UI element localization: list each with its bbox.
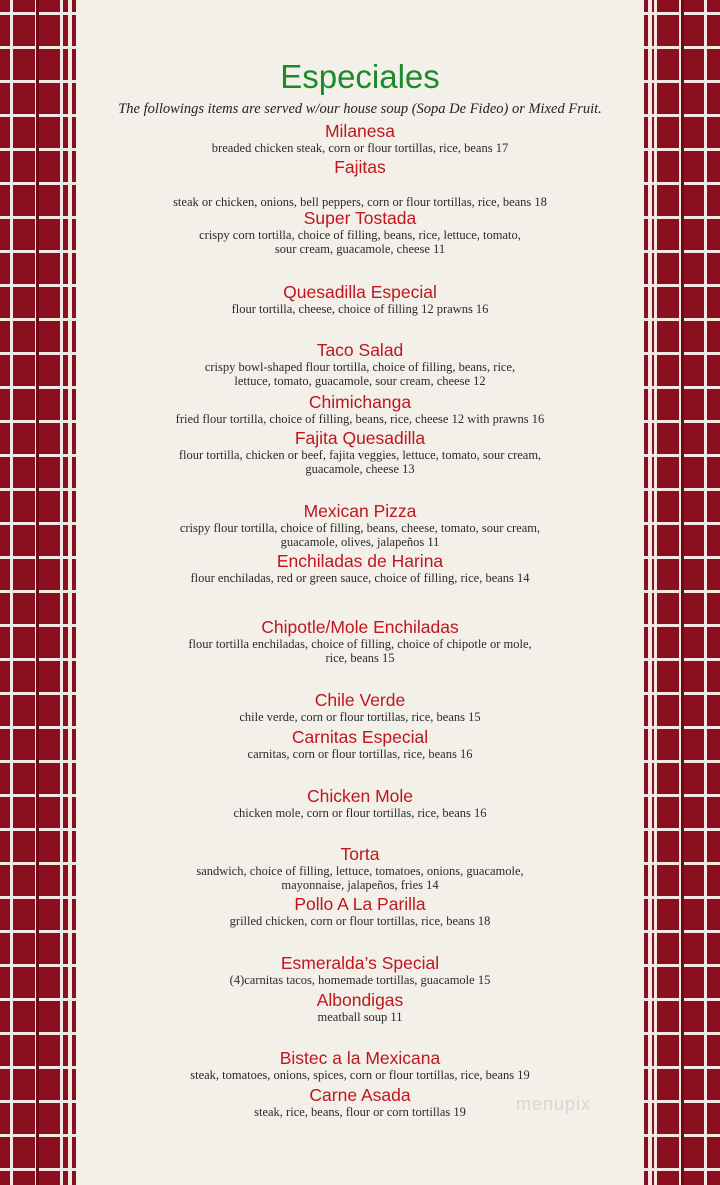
menu-item-chicken-mole [80,786,640,820]
menu-item-enchiladas-de-harina [80,551,640,585]
item-description: sour cream, guacamole, cheese 11 [274,242,446,256]
item-name: Super Tostada [303,208,417,228]
item-name: Quesadilla Especial [283,282,437,302]
item-description: carnitas, corn or flour tortillas, rice, beans 16 [247,747,473,761]
item-description: flour tortilla, chicken or beef, fajita veggies, lettuce, tomato, sour cream, [178,448,542,462]
item-description: lettuce, tomato, guacamole, sour cream, cheese 12 [234,374,486,388]
menu-item-taco-salad [80,340,640,388]
item-name: Taco Salad [316,340,404,360]
item-description: steak, tomatoes, onions, spices, corn or flour tortillas, rice, beans 19 [190,1068,530,1082]
item-description: chicken mole, corn or flour tortillas, rice, beans 16 [233,806,487,820]
item-name: Carnitas Especial [291,727,429,747]
menu-item-quesadilla-especial [80,282,640,316]
item-description: crispy flour tortilla, choice of filling, beans, cheese, tomato, sour cream, [179,521,541,535]
item-description: sandwich, choice of filling, lettuce, tomatoes, onions, guacamole, [196,864,524,878]
item-description: (4)carnitas tacos, homemade tortillas, guacamole 15 [229,973,491,987]
menu-item-chile-verde [80,690,640,724]
left-decorative-border [0,0,76,1185]
item-name: Fajitas [334,157,386,177]
menupix-watermark: menupix [516,1094,592,1114]
item-name: Bistec a la Mexicana [279,1048,441,1068]
item-description: flour tortilla, cheese, choice of filling 12 prawns 16 [231,302,489,316]
item-name: Fajita Quesadilla [294,428,426,448]
item-name: Milanesa [324,121,396,141]
item-name: Chimichanga [308,392,412,412]
item-description: flour tortilla enchiladas, choice of filling, choice of chipotle or mole, [188,637,532,651]
item-description: grilled chicken, corn or flour tortillas, rice, beans 18 [229,914,491,928]
item-name: Carne Asada [309,1085,411,1105]
item-description: meatball soup 11 [317,1010,403,1024]
menu-item-mexican-pizza [80,501,640,549]
menu-item-albondigas [80,990,640,1024]
item-description: crispy bowl-shaped flour tortilla, choice of filling, beans, rice, [204,360,516,374]
item-description: rice, beans 15 [325,651,395,665]
item-description: steak or chicken, onions, bell peppers, corn or flour tortillas, rice, beans 18 [173,195,547,209]
menu-item-chimichanga [80,392,640,426]
menu-item-esmeraldas-special [80,953,640,987]
menu-item-super-tostada [80,208,640,256]
menu-item-pollo-a-la-parilla [80,894,640,928]
item-description: breaded chicken steak, corn or flour tortillas, rice, beans 17 [211,141,509,155]
item-description: fried flour tortilla, choice of filling, beans, rice, cheese 12 with prawns 16 [175,412,545,426]
item-name: Pollo A La Parilla [294,894,426,914]
item-description: crispy corn tortilla, choice of filling, beans, rice, lettuce, tomato, [199,228,521,242]
item-name: Enchiladas de Harina [276,551,444,571]
item-name: Torta [340,844,380,864]
item-name: Chile Verde [314,690,406,710]
page-title: Especiales [280,58,440,95]
right-decorative-border [644,0,720,1185]
menu-item-milanesa [80,121,640,155]
menu-item-bistec-a-la-mexicana [80,1048,640,1082]
item-description: guacamole, olives, jalapeños 11 [280,535,440,549]
item-name: Chipotle/Mole Enchiladas [261,617,459,637]
menu-page [80,0,640,1185]
item-description: mayonnaise, jalapeños, fries 14 [281,878,439,892]
page-subtitle: The followings items are served w/our house soup (Sopa De Fideo) or Mixed Fruit. [118,101,602,117]
item-name: Mexican Pizza [303,501,417,521]
menu-item-carnitas-especial [80,727,640,761]
item-description: steak, rice, beans, flour or corn tortillas 19 [254,1105,466,1119]
menu-item-chipotle-mole-enchiladas [80,617,640,665]
item-description: guacamole, cheese 13 [305,462,415,476]
item-description: flour enchiladas, red or green sauce, choice of filling, rice, beans 14 [190,571,530,585]
item-name: Esmeralda’s Special [280,953,440,973]
item-description: chile verde, corn or flour tortillas, rice, beans 15 [239,710,481,724]
menu-item-fajita-quesadilla [80,428,640,476]
menu-item-torta [80,844,640,892]
menu-item-fajitas [80,157,640,209]
item-name: Albondigas [316,990,404,1010]
item-name: Chicken Mole [306,786,414,806]
